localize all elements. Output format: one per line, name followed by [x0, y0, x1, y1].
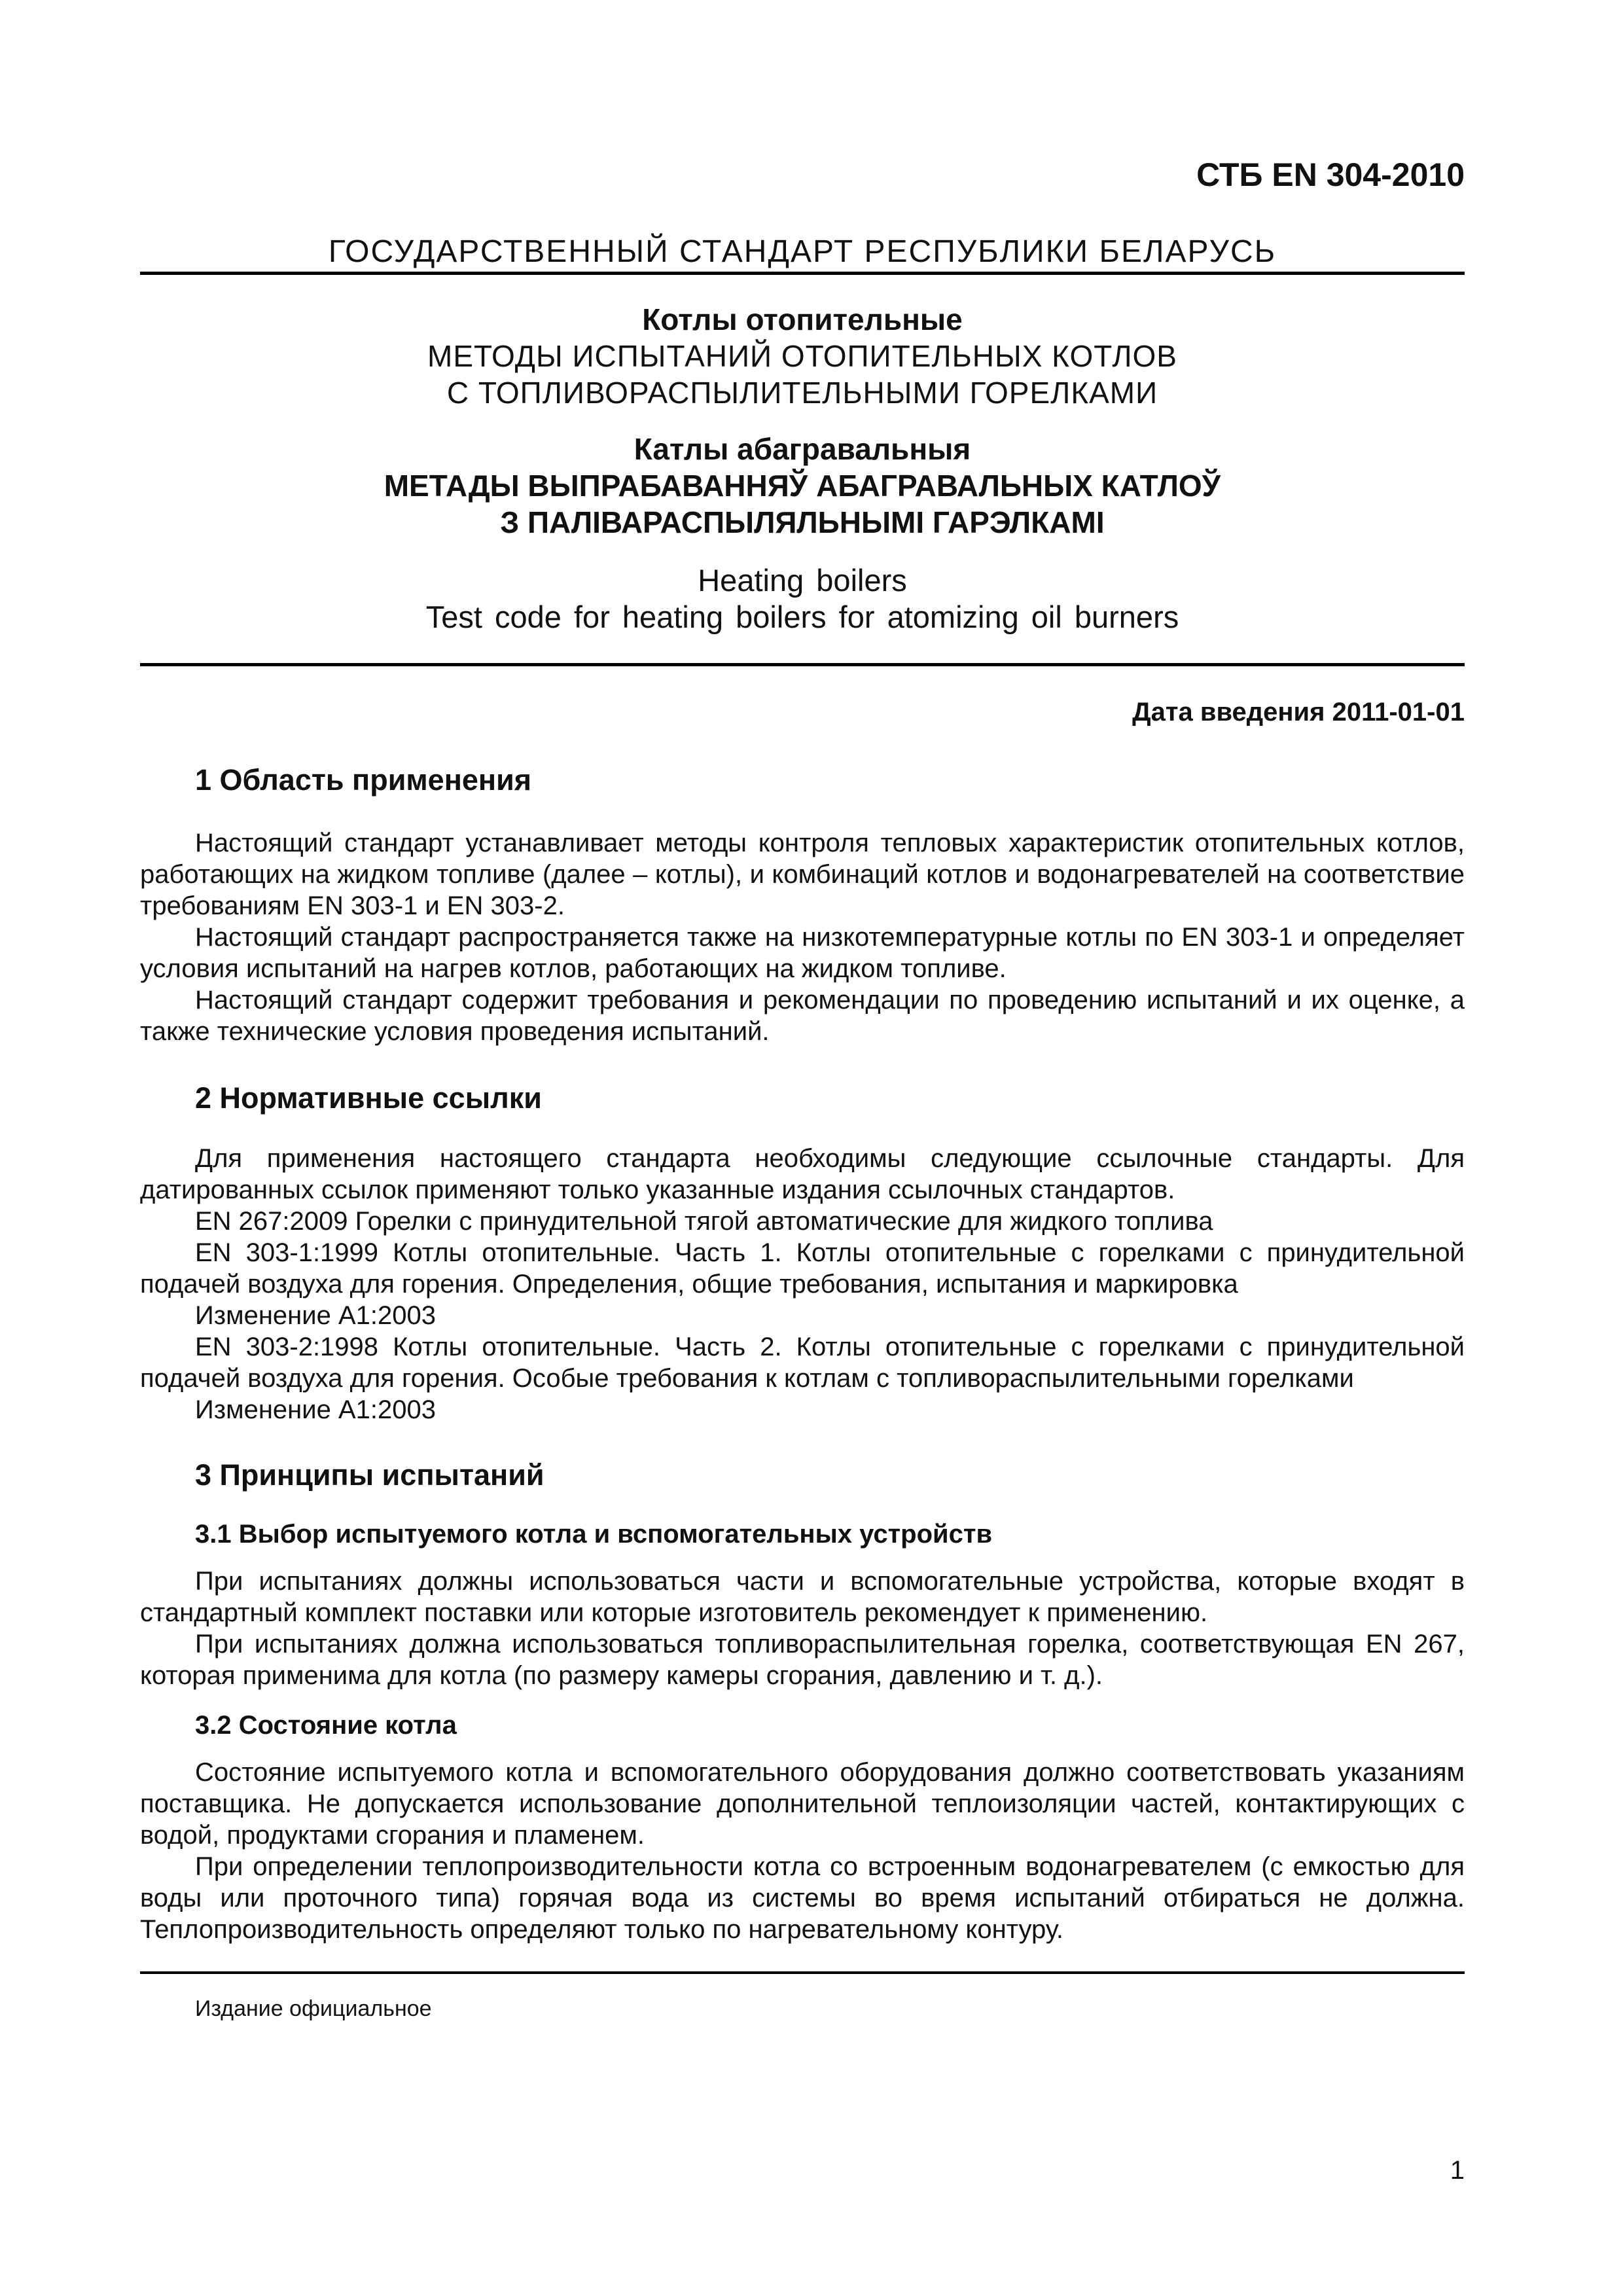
- reference-amendment: Изменение А1:2003: [195, 1395, 436, 1424]
- subsection-3-2-body: [140, 1757, 1465, 1945]
- title-en-line: Test code for heating boilers for atomizing oil burners: [425, 600, 1179, 634]
- title-rule: [140, 663, 1465, 666]
- reference-amendment: Изменение А1:2003: [195, 1301, 436, 1330]
- title-en-group: Heating boilers: [698, 563, 907, 598]
- paragraph: Настоящий стандарт распространяется также на низкотемпературные котлы по EN 303-1 и определяет условия испытаний на нагрев котлов, работающих на жидком топливе.: [140, 923, 1465, 983]
- section-1-body: [140, 827, 1465, 1047]
- paragraph: Состояние испытуемого котла и вспомогательного оборудования должно соответствовать указаниям поставщика. Не допускается использование дополнительной теплоизоляции частей, контактирующих с водой, продуктами сгорания и пламенем.: [140, 1758, 1465, 1850]
- title-by-line1: МЕТАДЫ ВЫПРАБАВАННЯЎ АБАГРАВАЛЬНЫХ КАТЛОЎ: [383, 469, 1221, 503]
- reference-item: EN 267:2009 Горелки с принудительной тягой автоматические для жидкого топлива: [195, 1207, 1213, 1236]
- page-number: 1: [1450, 2156, 1465, 2185]
- reference-item: EN 303-1:1999 Котлы отопительные. Часть 1. Котлы отопительные с горелками с принудительной подачей воздуха для горения. Определения, общие требования, испытания и маркировка: [140, 1238, 1465, 1299]
- subsection-3-1-heading: 3.1 Выбор испытуемого котла и вспомогательных устройств: [195, 1520, 993, 1549]
- footer-rule: [140, 1971, 1465, 1974]
- title-ru-line1: МЕТОДЫ ИСПЫТАНИЙ ОТОПИТЕЛЬНЫХ КОТЛОВ: [427, 339, 1177, 373]
- subsection-3-1-body: [140, 1566, 1465, 1691]
- reference-item: EN 303-2:1998 Котлы отопительные. Часть 2. Котлы отопительные с горелками с принудительной подачей воздуха для горения. Особые требования к котлам с топливораспылительными горелками: [140, 1333, 1465, 1393]
- title-by-line2: З ПАЛІВАРАСПЫЛЯЛЬНЫМІ ГАРЭЛКАМІ: [500, 505, 1105, 539]
- paragraph: При испытаниях должна использоваться топливораспылительная горелка, соответствующая EN 267, которая применима для котла (по размеру камеры сгорания, давлению и т. д.).: [140, 1630, 1465, 1690]
- paragraph: Настоящий стандарт устанавливает методы контроля тепловых характеристик отопительных котлов, работающих на жидком топливе (далее – котлы), и комбинаций котлов и водонагревателей на соответствие требованиям EN 303-1 и EN 303-2.: [140, 829, 1465, 920]
- title-by-group: Катлы абагравальныя: [633, 432, 971, 466]
- section-2-heading: 2 Нормативные ссылки: [195, 1081, 542, 1115]
- paragraph: При определении теплопроизводительности котла со встроенным водонагревателем (с емкостью для воды или проточного типа) горячая вода из системы во время испытаний отбираться не должна. Теплопроизводительность определяют только по нагревательному контуру.: [140, 1852, 1465, 1944]
- issuing-authority: ГОСУДАРСТВЕННЫЙ СТАНДАРТ РЕСПУБЛИКИ БЕЛАРУСЬ: [328, 234, 1277, 269]
- subsection-3-2-heading: 3.2 Состояние котла: [195, 1711, 457, 1740]
- header-rule: [140, 272, 1465, 275]
- section-3-heading: 3 Принципы испытаний: [195, 1458, 544, 1492]
- paragraph: При испытаниях должны использоваться части и вспомогательные устройства, которые входят в стандартный комплект поставки или которые изготовитель рекомендует к применению.: [140, 1567, 1465, 1627]
- section-1-heading: 1 Область применения: [195, 763, 532, 797]
- edition-label: Издание официальное: [195, 1996, 432, 2021]
- title-ru-line2: С ТОПЛИВОРАСПЫЛИТЕЛЬНЫМИ ГОРЕЛКАМИ: [446, 376, 1158, 410]
- title-ru-group: Котлы отопительные: [642, 302, 963, 336]
- paragraph: Для применения настоящего стандарта необходимы следующие ссылочные стандарты. Для датированных ссылок применяют только указанные издания ссылочных стандартов.: [140, 1144, 1465, 1204]
- introduction-date: Дата введения 2011-01-01: [1132, 698, 1465, 726]
- paragraph: Настоящий стандарт содержит требования и рекомендации по проведению испытаний и их оценке, а также технические условия проведения испытаний.: [140, 986, 1465, 1046]
- document-number: СТБ EN 304-2010: [1196, 156, 1465, 193]
- section-2-body: [140, 1143, 1465, 1426]
